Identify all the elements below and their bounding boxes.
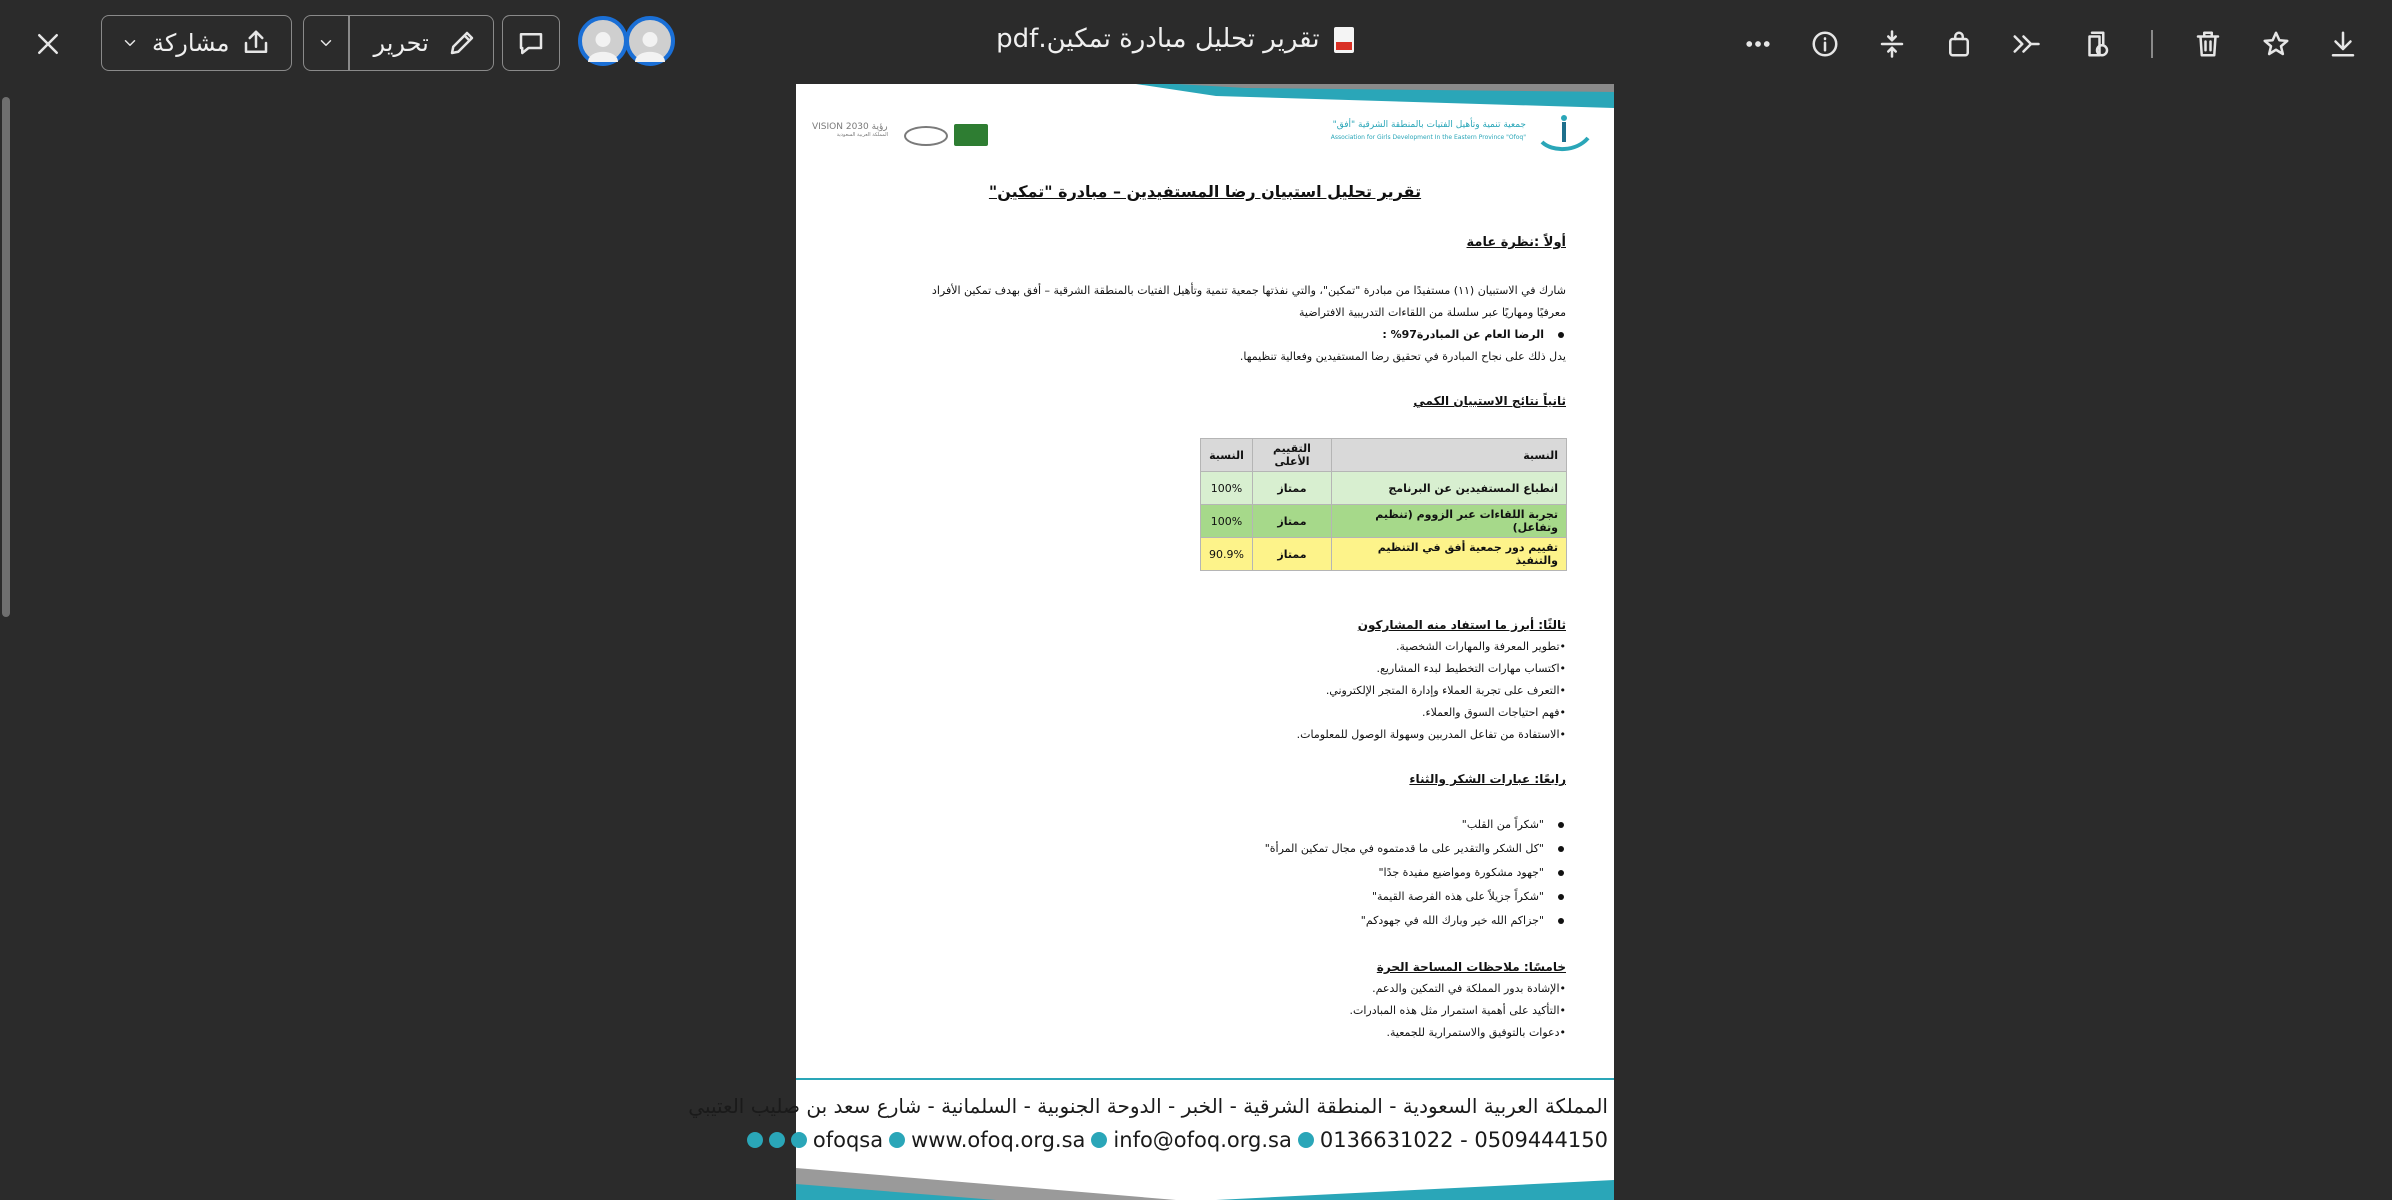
ofoq-logo-text-en: Association for Girls Development In the Eastern Province "Ofoq"	[1330, 134, 1526, 141]
instagram-icon[interactable]	[769, 1132, 785, 1148]
table-cell: 90.9%	[1201, 538, 1253, 571]
ofoq-logo-text-ar: جمعية تنمية وتأهيل الفتيات بالمنطقة الشرقية "أفق"	[1332, 120, 1526, 130]
table-row	[1201, 505, 1567, 538]
close-icon[interactable]	[28, 26, 68, 62]
footer-contacts	[747, 1128, 1608, 1152]
footer-phones: 0136631022 - 0509444150	[1319, 1128, 1608, 1152]
footer-website[interactable]: www.ofoq.org.sa	[911, 1128, 1086, 1152]
list-item: •الإشادة بدور المملكة في التمكين والدعم.	[1372, 982, 1566, 995]
star-icon[interactable]	[2256, 26, 2296, 62]
thanks-quote: "شكراً من القلب"	[1461, 818, 1544, 831]
edit-button-group	[303, 15, 494, 71]
top-toolbar	[0, 0, 2392, 86]
section-3-title: ثالثًا: أبرز ما استفاد منه المشاركون	[1357, 618, 1566, 632]
share-button[interactable]	[101, 15, 292, 71]
comment-button[interactable]	[502, 15, 560, 71]
info-icon[interactable]	[1805, 26, 1845, 62]
section-1-conclusion: يدل ذلك على نجاح المبادرة في تحقيق رضا المستفيدين وفعالية تنظيمها.	[1239, 350, 1566, 363]
more-options-icon[interactable]	[1738, 26, 1778, 62]
vision-2030-logo	[812, 122, 888, 152]
document-title	[950, 24, 1400, 54]
ofoq-logo	[1254, 112, 1594, 156]
table-cell: ممتاز	[1253, 505, 1332, 538]
edit-split-divider	[348, 16, 350, 70]
table-row	[1201, 472, 1567, 505]
thanks-quote: "كل الشكر والتقدير على ما قدمتموه في مجال تمكين المرأة"	[1264, 842, 1544, 855]
table-cell: ممتاز	[1253, 538, 1332, 571]
edit-button[interactable]: تحرير	[373, 29, 429, 57]
table-cell: تجربة اللقاءات عبر الزووم (تنظيم وتفاعل)	[1332, 505, 1567, 538]
bullet-dot	[1558, 846, 1564, 852]
table-header-row	[1201, 439, 1567, 472]
list-item: •التعرف على تجربة العملاء وإدارة المتجر الإلكتروني.	[1325, 684, 1566, 697]
bullet-dot	[1558, 894, 1564, 900]
list-item	[1265, 842, 1564, 855]
forward-icon[interactable]	[2006, 26, 2046, 62]
table-cell: انطباع المستفيدين عن البرنامج	[1332, 472, 1567, 505]
footer-divider	[796, 1078, 1614, 1080]
trash-icon[interactable]	[2188, 26, 2228, 62]
snapchat-icon[interactable]	[791, 1132, 807, 1148]
section-1-bullet	[1382, 324, 1564, 346]
footer-address: المملكة العربية السعودية - المنطقة الشرقية - الخبر - الدوحة الجنوبية - السلمانية - شارع سعد بن صليب العتيبي	[688, 1094, 1608, 1118]
list-item	[1372, 890, 1564, 903]
section-5-title: خامسًا: ملاحظات المساحة الحرة	[1376, 960, 1566, 974]
share-label: مشاركة	[152, 29, 230, 57]
toolbar-divider	[2151, 30, 2153, 58]
section-4-title: رابعًا: عبارات الشكر والثناء	[1409, 772, 1566, 786]
footer-handle: ofoqsa	[812, 1128, 884, 1152]
vision-2030-text: VISION رؤية 2030	[812, 122, 888, 132]
section-1-paragraph: شارك في الاستبيان (١١) مستفيدًا من مبادرة "تمكين"، والتي نفذتها جمعية تنمية وتأهيل الفتيات بالمنطقة الشرقية – أفق بهدف تمكين الأفراد	[931, 284, 1566, 297]
list-item	[1462, 818, 1564, 831]
table-cell: 100%	[1201, 472, 1253, 505]
avatar[interactable]	[625, 16, 675, 66]
list-item: •التأكيد على أهمية استمرار مثل هذه المبادرات.	[1349, 1004, 1566, 1017]
bullet-dot	[1558, 870, 1564, 876]
list-item: •الاستفادة من تفاعل المدربين وسهولة الوصول للمعلومات.	[1296, 728, 1566, 741]
avatar[interactable]	[578, 16, 628, 66]
pencil-icon	[447, 28, 477, 58]
email-icon	[1091, 1132, 1107, 1148]
share-icon	[241, 28, 271, 58]
table-header: التقييم الأعلى	[1253, 439, 1332, 472]
saudi-emblem-logo	[954, 124, 988, 146]
edit-dropdown-chevron-icon[interactable]	[304, 16, 348, 70]
comment-icon	[516, 28, 546, 58]
overall-satisfaction-text: الرضا العام عن المبادرة97% :	[1382, 328, 1544, 341]
list-item	[1361, 914, 1564, 927]
thanks-quote: "شكراً جزيلاً على هذه الفرصة القيمة"	[1371, 890, 1544, 903]
list-item: •تطوير المعرفة والمهارات الشخصية.	[1396, 640, 1566, 653]
footer-email[interactable]: info@ofoq.org.sa	[1113, 1128, 1292, 1152]
compress-icon[interactable]	[1872, 26, 1912, 62]
download-icon[interactable]	[2323, 26, 2363, 62]
bullet-dot	[1558, 332, 1564, 338]
document-title-text: تقرير تحليل مبادرة تمكين.pdf	[996, 24, 1320, 54]
report-title: تقرير تحليل استبيان رضا المستفيدين – مبادرة "تمكين"	[988, 182, 1422, 201]
section-1-paragraph-cont: معرفيًا ومهاريًا عبر سلسلة من اللقاءات التدريبية الافتراضية	[1298, 306, 1566, 319]
globe-icon	[889, 1132, 905, 1148]
bullet-dot	[1558, 822, 1564, 828]
page-footer-decoration	[796, 1160, 1614, 1200]
table-header: النسبة	[1201, 439, 1253, 472]
pdf-page	[688, 84, 1614, 1200]
thanks-quote: "جهود مشكورة ومواضيع مفيدة جدًا"	[1378, 866, 1544, 879]
chevron-down-icon[interactable]	[118, 31, 142, 55]
bullet-dot	[1558, 918, 1564, 924]
partner-logo	[904, 126, 948, 146]
results-table	[1200, 438, 1567, 571]
table-cell: 100%	[1201, 505, 1253, 538]
thanks-quote: "جزاكم الله خير وبارك الله في جهودكم"	[1360, 914, 1544, 927]
table-cell: تقييم دور جمعية أفق في التنظيم والتنفيذ	[1332, 538, 1567, 571]
list-item: •اكتساب مهارات التخطيط لبدء المشاريع.	[1376, 662, 1566, 675]
section-1-title: أولاً :نظرة عامة	[1466, 235, 1566, 250]
section-2-title: ثانياً نتائج الاستبيان الكمي	[1413, 394, 1566, 408]
table-header: النسبة	[1332, 439, 1567, 472]
phone-icon	[1298, 1132, 1314, 1148]
vision-2030-subtext: المملكة العربية السعودية	[836, 132, 888, 138]
list-item: •فهم احتياجات السوق والعملاء.	[1421, 706, 1566, 719]
table-row	[1201, 538, 1567, 571]
bag-icon[interactable]	[1939, 26, 1979, 62]
ofoq-logo-mark-icon	[1534, 112, 1594, 156]
x-social-icon[interactable]	[747, 1132, 763, 1148]
pdf-file-icon	[1334, 27, 1354, 53]
list-item: •دعوات بالتوفيق والاستمرارية للجمعية.	[1386, 1026, 1566, 1039]
copy-document-icon[interactable]	[2077, 26, 2117, 62]
vertical-scrollbar[interactable]	[2, 97, 10, 617]
page-header-decoration	[796, 84, 1614, 108]
table-cell: ممتاز	[1253, 472, 1332, 505]
list-item	[1379, 866, 1565, 879]
